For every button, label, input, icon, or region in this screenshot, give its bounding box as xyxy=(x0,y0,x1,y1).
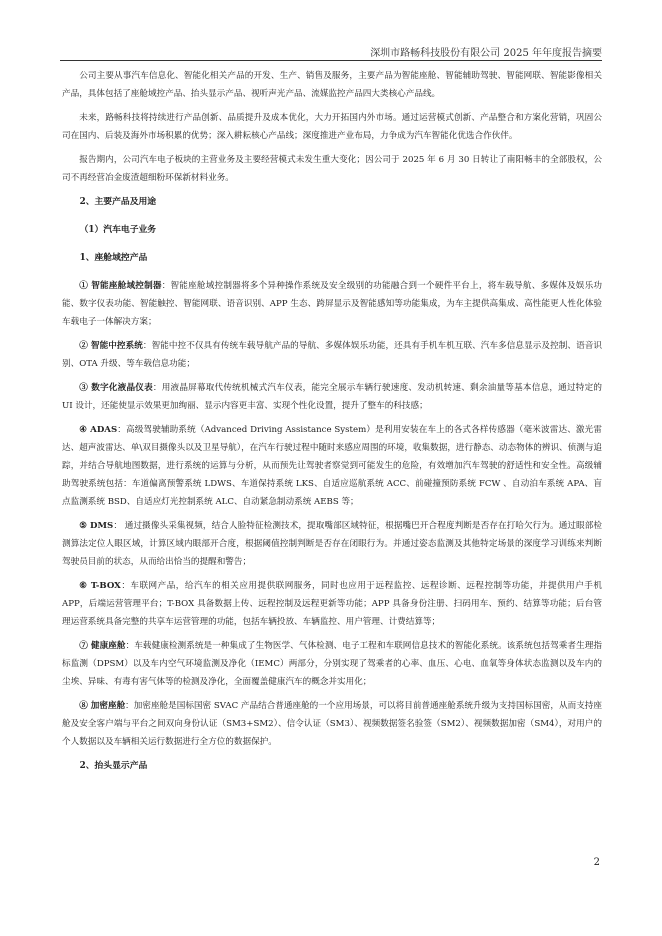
intro-paragraph: 报告期内，公司汽车电子板块的主营业务及主要经营模式未发生重大变化；因公司于 2025 年 6 月 30 日转让了南阳畅丰的全部股权，公司不再经营冶金废渣超细粉环保新材料业务。 xyxy=(62,155,602,183)
product-desc: ：车载健康检测系统是一种集成了生物医学、气体检测、电子工程和车联网信息技术的智能化系统。该系统包括驾乘者生理指标监测（DPSM）以及车内空气环境监测及净化（IEMC）两部分，分别实现了驾乘者的心率、血压、心电、血氧等身体状态监测以及车内的尘埃、异味、有毒有害气体等的检测及净化，全面覆盖健康汽车的概念并实用化； xyxy=(62,641,602,687)
product-term: ⑧ 加密座舱 xyxy=(79,701,126,711)
intro-paragraph: 公司主要从事汽车信息化、智能化相关产品的开发、生产、销售及服务，主要产品为智能座舱、智能辅助驾驶、智能网联、智能影像相关产品，具体包括了座舱域控产品、抬头显示产品、视听声光产品、流媒监控产品四大类核心产品线。 xyxy=(62,71,602,99)
product-item xyxy=(62,337,602,373)
product-item xyxy=(62,277,602,331)
report-header: 深圳市路畅科技股份有限公司 2025 年年度报告摘要 xyxy=(370,48,602,59)
product-term: ⑥ T-BOX xyxy=(79,581,121,591)
product-desc: ： 通过摄像头采集视频，结合人脸特征检测技术，提取嘴部区域特征，根据嘴巴开合程度判断是否存在打哈欠行为。通过眼部检测算法定位人眼区域，计算区域内眼部开合度，根据阈值控制判断是否存在闭眼行为。并通过姿态监测及其他特定场景的深度学习训练来判断驾驶员目前的状态，从而给出恰当的提醒和警告； xyxy=(62,521,603,567)
product-desc: ：高级驾驶辅助系统（Advanced Driving Assistance System）是利用安装在车上的各式各样传感器（毫米波雷达、激光雷达、超声波雷达、单\双目摄像头以及卫星导航），在汽车行驶过程中随时来感应周围的环境，收集数据，进行静态、动态物体的辨识、侦测与追踪，并结合导航地图数据，进行系统的运算与分析，从而预先让驾驶者察觉到可能发生的危险，有效增加汽车驾驶的舒适性和安全性。高级辅助驾驶系统包括：车道偏离预警系统 LDWS、车道保持系统 LKS、自适应巡航系统 ACC、前碰撞预防系统 FCW 、自动泊车系统 APA、盲点监测系统 BSD、自适应灯光控制系统 ALC、自动紧急制动系统 AEBS 等； xyxy=(62,425,603,507)
product-desc: ：智能中控不仅具有传统车载导航产品的导航、多媒体娱乐功能，还具有手机车机互联、汽车多信息显示及控制、语音识别、OTA 升级、等车载信息功能； xyxy=(62,341,602,369)
product-term: ⑤ DMS xyxy=(79,521,114,531)
product-term: ① 智能座舱域控制器 xyxy=(79,281,162,291)
product-item xyxy=(62,517,602,571)
product-term: ② 智能中控系统 xyxy=(79,341,143,351)
category-heading: 2、抬头显示产品 xyxy=(79,761,148,771)
product-item xyxy=(62,421,602,511)
product-desc: ：用液晶屏幕取代传统机械式汽车仪表，能完全展示车辆行驶速度、发动机转速、剩余油量等基本信息，通过特定的 UI 设计，还能使显示效果更加绚丽、显示内容更丰富、实现个性化设置，提升了整车的科技感； xyxy=(62,383,602,411)
intro-paragraph: 未来，路畅科技将持续进行产品创新、品质提升及成本优化，大力开拓国内外市场。通过运营模式创新、产品整合和方案化营销，巩固公司在国内、后装及海外市场积累的优势；深入耕耘核心产品线；深度推进产业布局，力争成为汽车智能化优选合作伙伴。 xyxy=(62,113,602,141)
section-heading: 2、主要产品及用途 xyxy=(79,197,157,207)
product-item xyxy=(62,697,602,751)
page-number: 2 xyxy=(593,857,600,868)
product-item xyxy=(62,577,602,631)
product-desc: ：车联网产品，给汽车的相关应用提供联网服务，同时也应用于远程监控、远程诊断、远程控制等功能，并提供用户手机 APP，后端运营管理平台；T-BOX 具备数据上传、远程控制及远程更新等功能；APP 具备身份注册、扫码用车、预约、结算等功能；后台管理运营系统具备完整的共享车运营管理的功能，包括车辆投放、车辆监控、用户管理、计费结算等； xyxy=(62,581,602,627)
header-divider xyxy=(60,60,602,61)
category-heading: 1、座舱域控产品 xyxy=(79,253,148,263)
product-desc: ：加密座舱是国标国密 SVAC 产品结合普通座舱的一个应用场景，可以将目前普通座舱系统升级为支持国标国密，从而支持座舱及安全客户端与平台之间双向身份认证（SM3+SM2）、信令认证（SM3）、视频数据签名验签（SM2）、视频数据加密（SM4），对用户的个人数据以及车辆相关运行数据进行全方位的数据保护。 xyxy=(62,701,602,747)
product-term: ④ ADAS xyxy=(79,425,118,435)
product-term: ⑦ 健康座舱 xyxy=(79,641,126,651)
product-desc: ：智能座舱域控制器将多个异种操作系统及安全级别的功能融合到一个硬件平台上，将车载导航、多媒体及娱乐功能、数字仪表功能、智能触控、智能网联、语音识别、APP 生态、跨屏显示及智能感知等功能集成，为车主提供高集成、高性能更人性化体验车载电子一体解决方案； xyxy=(62,281,602,327)
page-body xyxy=(62,67,602,785)
product-item xyxy=(62,637,602,691)
product-item xyxy=(62,379,602,415)
subsection-heading: （1）汽车电子业务 xyxy=(79,225,157,235)
product-term: ③ 数字化液晶仪表 xyxy=(79,383,153,393)
